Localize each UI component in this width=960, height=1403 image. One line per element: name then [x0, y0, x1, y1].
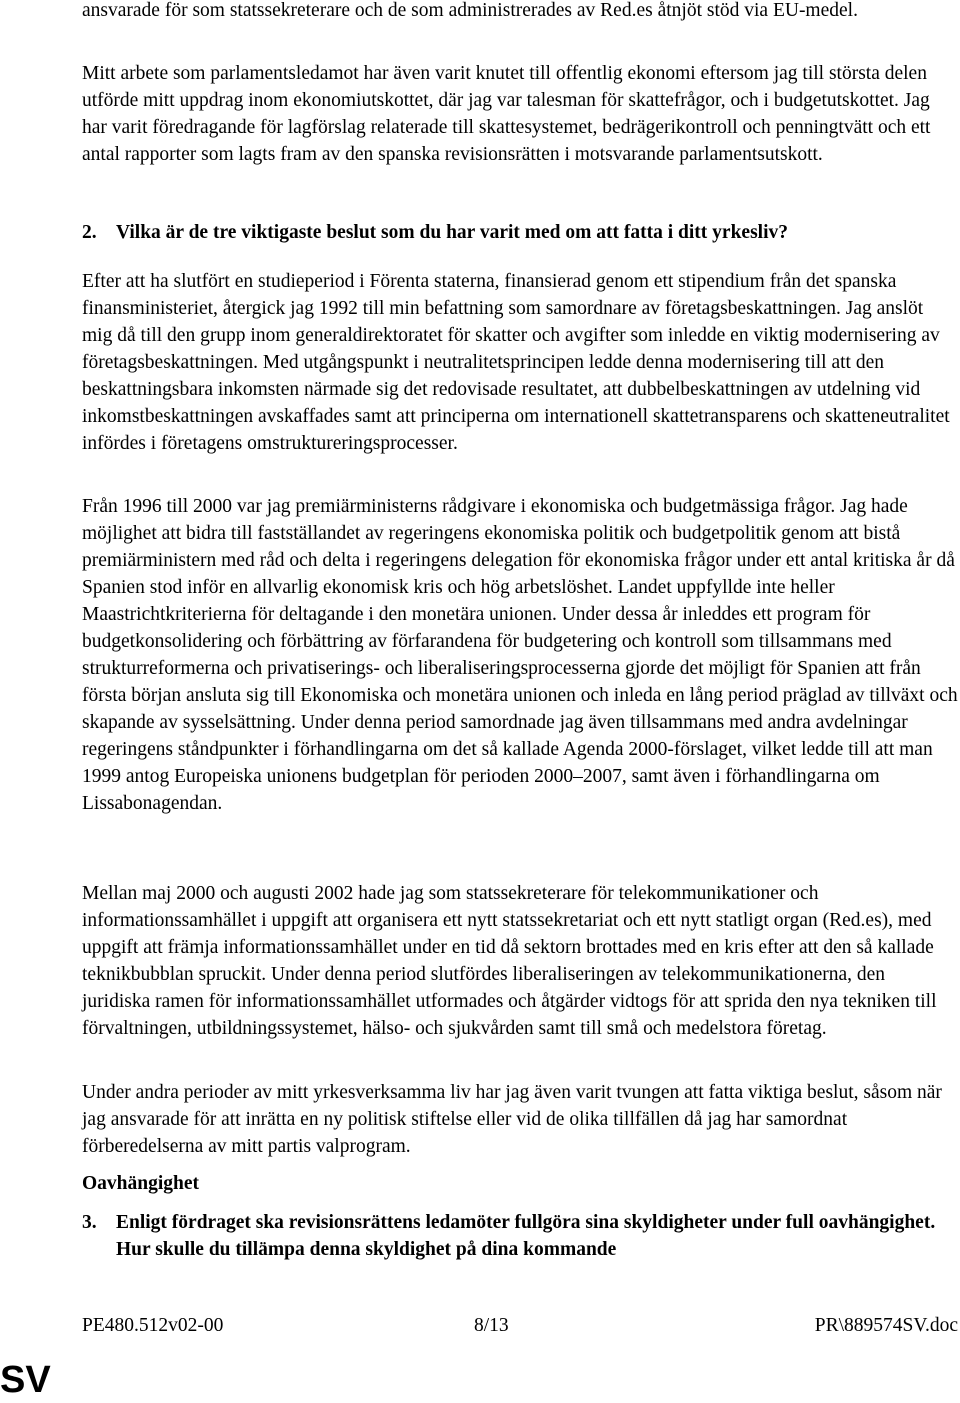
- question-3-text: Enligt fördraget ska revisionsrättens ledamöter fullgöra sina skyldigheter under full oavhängighet. Hur skulle du tillämpa denna skyldighet på dina kommande: [116, 1212, 936, 1260]
- question-2: [82, 219, 958, 246]
- paragraph-telecom: Mellan maj 2000 och augusti 2002 hade jag som statssekreterare för telekommunikationer och informationssamhället i uppgift att organisera ett nytt statssekretariat och ett nytt statligt organ (Red.es), med uppgift att främja informationssamhället under en tid då sektorn brottades med en kris efter att den så kallade teknikbubblan spruckit. Under denna period slutfördes liberaliseringen av telekommunikationerna, den juridiska ramen för informationssamhället utformades och åtgärder vidtogs för att sprida den nya tekniken till förvaltningen, utbildningssystemet, hälso- och sjukvården samt till små och medelstora företag.: [82, 883, 937, 1039]
- question-2-number: 2.: [82, 222, 97, 243]
- paragraph-other-decisions: Under andra perioder av mitt yrkesverksamma liv har jag även varit tvungen att fatta viktiga beslut, såsom när jag ansvarade för att inrätta en ny politisk stiftelse eller vid de olika tillfällen då jag har samordnat förberedelserna av mitt partis valprogram.: [82, 1082, 942, 1157]
- footer-page-number: 8/13: [474, 1315, 509, 1336]
- paragraph-pm-advisor: Från 1996 till 2000 var jag premiärministerns rådgivare i ekonomiska och budgetmässiga frågor. Jag hade möjlighet att bidra till fastställandet av regeringens ekonomiska politik och budgetpolitik genom att bistå premiärministern med råd och delta i regeringens delegation för ekonomiska frågor under ett antal kritiska år då Spanien stod inför en allvarlig ekonomisk kris och hög arbetslöshet. Landet uppfyllde inte heller Maastrichtkriterierna för deltagande i den monetära unionen. Under dessa år inleddes ett program för budgetkonsolidering och förbättring av förfarandena för budgetering och kontroll som tillsammans med strukturreformerna och privatiserings- och liberaliseringsprocesserna gjorde det möjligt för Spanien att från första början ansluta sig till Ekonomiska och monetära unionen och inleda en lång period präglad av tillväxt och skapande av sysselsättning. Under denna period samordnade jag även tillsammans med andra avdelningar regeringens ståndpunkter i förhandlingarna om det så kallade Agenda 2000-förslaget, vilket ledde till att man 1999 antog Europeiska unionens budgetplan för perioden 2000–2007, samt även i förhandlingarna om Lissabonagendan.: [82, 496, 958, 814]
- section-heading-independence: Oavhängighet: [82, 1173, 200, 1194]
- paragraph-continuation: ansvarade för som statssekreterare och de som administrerades av Red.es åtnjöt stöd via EU-medel.: [82, 0, 858, 21]
- paragraph-corporate-tax: Efter att ha slutfört en studieperiod i Förenta staterna, finansierad genom ett stipendium från det spanska finansministeriet, återgick jag 1992 till min befattning som samordnare av företagsbeskattningen. Jag anslöt mig då till den grupp inom generaldirektoratet för skatter och avgifter som inledde en viktig modernisering av företagsbeskattningen. Med utgångspunkt i neutralitetsprincipen ledde denna modernisering till att den beskattningsbara inkomsten närmade sig det redovisade resultatet, att dubbelbeskattningen av utdelning vid inkomstbeskattningen avskaffades samt att principerna om internationell skattetransparens och skatteneutralitet infördes i företagens omstruktureringsprocesser.: [82, 271, 950, 454]
- language-tag: SV: [0, 1359, 51, 1401]
- footer-file-name: PR\889574SV.doc: [814, 1315, 958, 1336]
- question-3-number: 3.: [82, 1212, 97, 1233]
- footer-document-ref: PE480.512v02-00: [82, 1315, 224, 1336]
- question-2-text: Vilka är de tre viktigaste beslut som du har varit med om att fatta i ditt yrkesliv?: [116, 222, 788, 243]
- paragraph-parliament-work: Mitt arbete som parlamentsledamot har även varit knutet till offentlig ekonomi eftersom jag till största delen utförde mitt uppdrag inom ekonomiutskottet, där jag var talesman för skattefrågor, och i budgetutskottet. Jag har varit föredragande för lagförslag relaterade till skattesystemet, bedrägerikontroll och penningtvätt och ett antal rapporter som lagts fram av den spanska revisionsrätten i motsvarande parlamentsutskott.: [82, 63, 931, 165]
- question-3: [82, 1209, 958, 1263]
